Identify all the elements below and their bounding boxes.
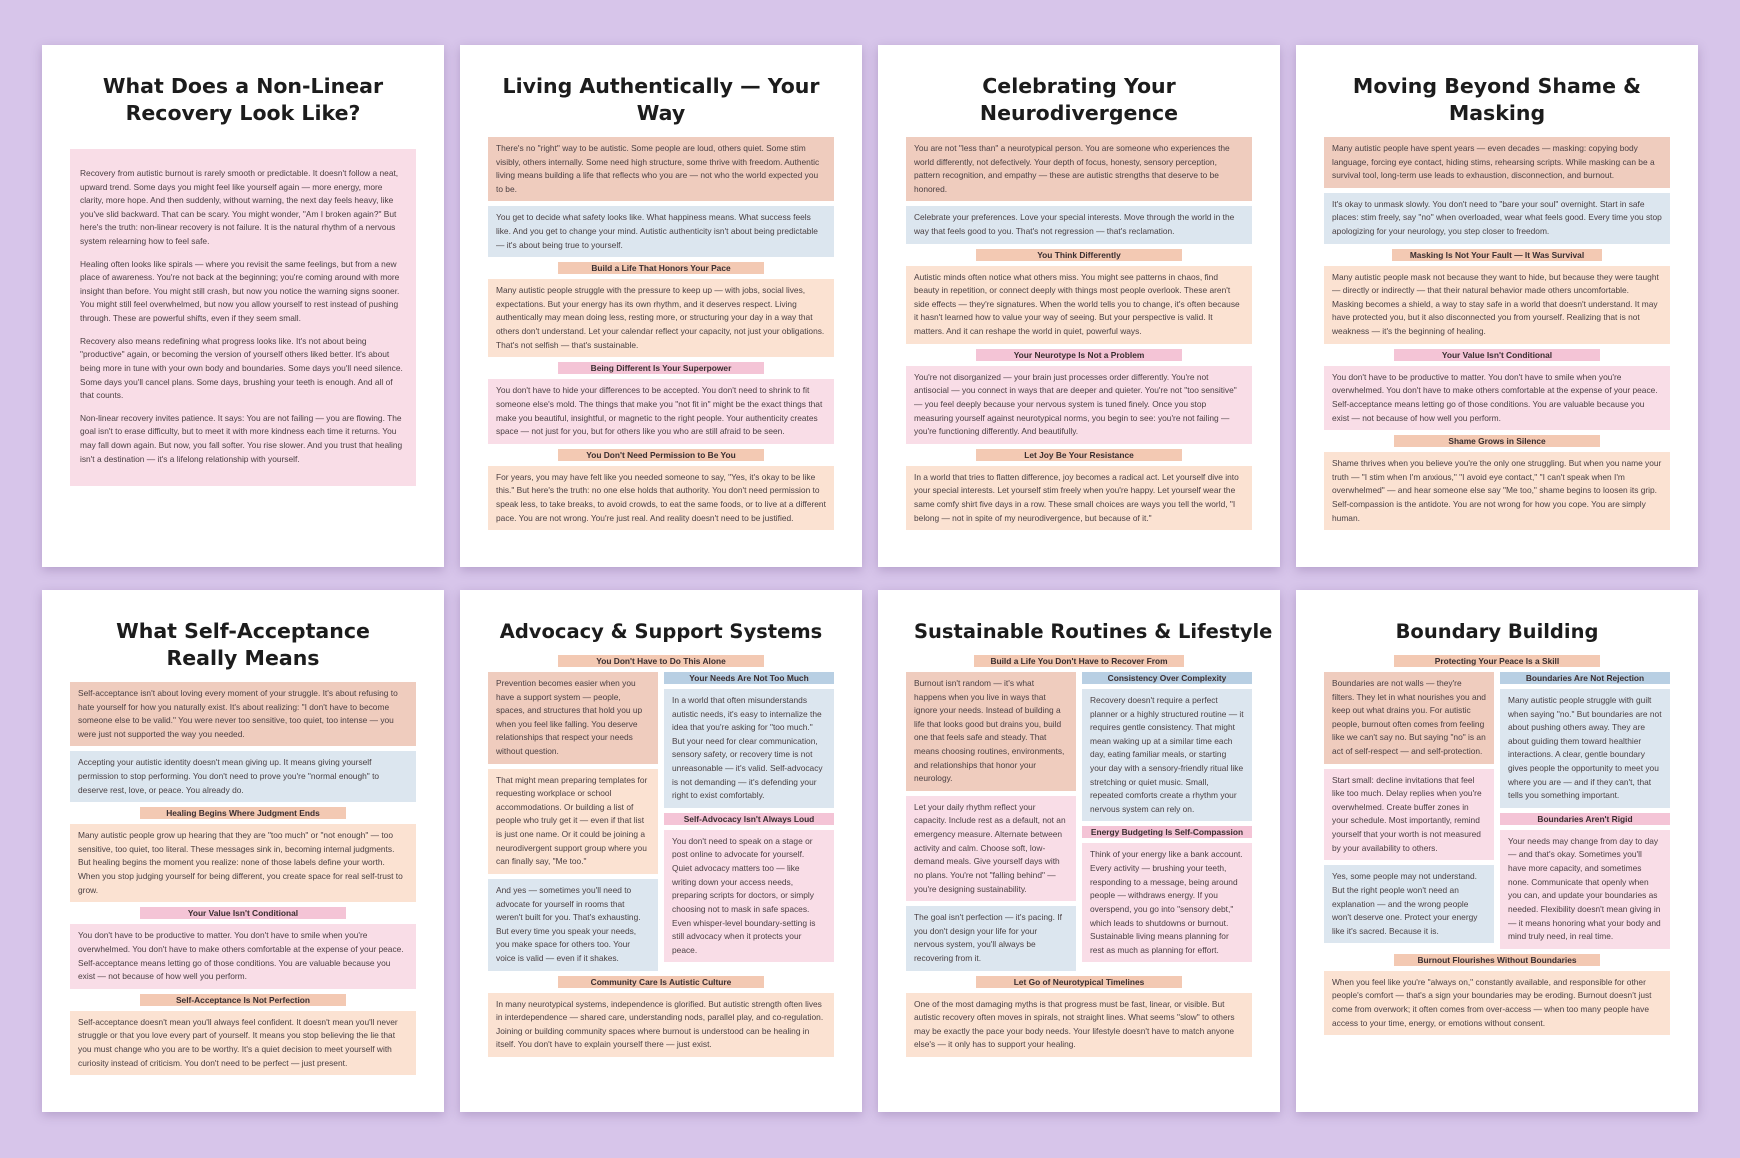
section-heading: Burnout Flourishes Without Boundaries bbox=[1394, 954, 1600, 966]
section-heading: Being Different Is Your Superpower bbox=[558, 362, 764, 374]
page-title: Living Authentically — Your Way bbox=[502, 74, 820, 125]
left-column bbox=[1324, 672, 1494, 949]
text-block: Many autistic people have spent years — even decades — masking: copying body language, forcing eye contact, hiding stims, rehearsing scripts. While masking can be a survival tool, long-term use leads to exhaustion, disconnection, and burnout. bbox=[1324, 137, 1670, 188]
page-title: Moving Beyond Shame & Masking bbox=[1352, 74, 1642, 125]
page-title: Boundary Building bbox=[1395, 620, 1599, 643]
page-boundary-building bbox=[1296, 590, 1698, 1112]
text-block: Prevention becomes easier when you have a support system — people, spaces, and structures that hold you up when you feel like falling. You deserve relationships that respect your needs without question. bbox=[488, 672, 658, 764]
section-heading: Let Go of Neurotypical Timelines bbox=[976, 976, 1182, 988]
section-heading: Your Needs Are Not Too Much bbox=[664, 672, 834, 684]
text-block: In a world that often misunderstands autistic needs, it's easy to internalize the idea that you're asking for "too much." But your need for clear communication, sensory safety, or recovery time is not unreasonable — it's valid. Self-advocacy is not demanding — it's defending your right to exist comfortably. bbox=[664, 689, 834, 808]
page-celebrating-neurodivergence bbox=[878, 45, 1280, 567]
paragraph: Recovery from autistic burnout is rarely smooth or predictable. It doesn't follow a neat, upward trend. Some days you might feel like yourself again — more energy, more clarity, more hope. And then suddenly, without warning, the next day feels heavy, like you've slid backward. That can be scary. You might wonder, "Am I broken again?" But here's the truth: non-linear recovery is not failure. It is the natural rhythm of a nervous system relearning how to feel safe. bbox=[80, 168, 399, 247]
section-heading: Your Neurotype Is Not a Problem bbox=[976, 349, 1182, 361]
text-block: Accepting your autistic identity doesn't mean giving up. It means giving yourself permission to stop performing. You don't need to prove you're "normal enough" to deserve rest, love, or peace. You already do. bbox=[70, 751, 416, 802]
text-block: One of the most damaging myths is that progress must be fast, linear, or visible. But autistic recovery often moves in spirals, not straight lines. What seems "slow" to others may be exactly the pace your body needs. Your lifestyle doesn't have to match anyone else's — it only has to support your healing. bbox=[906, 993, 1252, 1057]
text-block: You are not "less than" a neurotypical person. You are someone who experiences the world differently, not defectively. Your depth of focus, honesty, sensory perception, pattern recognition, and empathy — these are autistic strengths that deserve to be honored. bbox=[906, 137, 1252, 201]
text-block: You don't have to be productive to matter. You don't have to smile when you're overwhelmed. You don't have to make others comfortable at the expense of your peace. Self-acceptance means letting go of those conditions. You are valuable because you exist — not because of how well you perform. bbox=[70, 924, 416, 988]
two-column-section bbox=[1324, 672, 1670, 949]
right-column bbox=[664, 672, 834, 971]
text-block bbox=[70, 149, 416, 486]
text-block: Your needs may change from day to day — and that's okay. Sometimes you'll have more capacity, and sometimes none. Communicate that openly when you can, and update your boundaries as needed. Flexibility doesn't mean giving in — it means honoring what your body and mind truly need, in real time. bbox=[1500, 830, 1670, 949]
text-block: That might mean preparing templates for requesting workplace or school accommodations. Or building a list of people who truly get it — even if that list is just one name. Or it could be joining a neurodivergent support group where you can finally say, "Me too." bbox=[488, 769, 658, 874]
section-heading: You Don't Need Permission to Be You bbox=[558, 449, 764, 461]
page-self-acceptance bbox=[42, 590, 444, 1112]
text-block: Autistic minds often notice what others miss. You might see patterns in chaos, find beauty in repetition, or connect deeply with things most people overlook. These aren't side effects — they're signatures. When the world tells you to change, it's often because it hasn't learned how to value your way of seeing. But your perspective is valid. It matters. And it can reshape the world in quiet, powerful ways. bbox=[906, 266, 1252, 344]
section-heading: Self-Acceptance Is Not Perfection bbox=[140, 994, 346, 1006]
text-block: You get to decide what safety looks like. What happiness means. What success feels like. And you get to change your mind. Autistic authenticity isn't about being predictable — it's about being true to yourself. bbox=[488, 206, 834, 257]
section-heading: Shame Grows in Silence bbox=[1394, 435, 1600, 447]
page-sustainable-routines bbox=[878, 590, 1280, 1112]
text-block: You're not disorganized — your brain just processes order differently. You're not antisocial — you connect in ways that are deeper and quieter. You're not "too sensitive" — you feel deeply because your nervous system is tuned finely. Once you stop measuring yourself against neurotypical norms, you begin to see: you're not failing — you're functioning differently. And beautifully. bbox=[906, 366, 1252, 444]
text-block: The goal isn't perfection — it's pacing. If you don't design your life for your nervous system, you'll always be recovering from it. bbox=[906, 906, 1076, 970]
section-heading: You Think Differently bbox=[976, 249, 1182, 261]
page-title: What Does a Non-Linear Recovery Look Like? bbox=[102, 74, 384, 125]
section-heading: Boundaries Are Not Rejection bbox=[1500, 672, 1670, 684]
page-title: Advocacy & Support Systems bbox=[499, 620, 823, 643]
text-block: In a world that tries to flatten difference, joy becomes a radical act. Let yourself dive into your special interests. Let yourself stim freely when you're happy. Let yourself wear the same comfy shirt five days in a row. These small choices are ways you tell the world, "I belong — not in spite of my neurodivergence, but because of it." bbox=[906, 466, 1252, 530]
text-block: In many neurotypical systems, independence is glorified. But autistic strength often lives in interdependence — shared care, understanding nods, parallel play, and co-regulation. Joining or building community spaces where burnout is understood can be healing in itself. You don't have to explain yourself there — just exist. bbox=[488, 993, 834, 1057]
paragraph: Recovery also means redefining what progress looks like. It's not about being "productive" again, or becoming the version of yourself others liked better. It's about being more in tune with your own body and boundaries. Some days you'll need silence. Some days you'll cancel plans. Some days, brushing your teeth is enough. And all of that counts. bbox=[80, 335, 403, 401]
text-block: Burnout isn't random — it's what happens when you live in ways that ignore your needs. Instead of building a life that looks good but drains you, build one that feels safe and steady. That means choosing routines, environments, and relationships that honor your neurology. bbox=[906, 672, 1076, 791]
page-moving-beyond-shame bbox=[1296, 45, 1698, 567]
text-block: You don't need to speak on a stage or post online to advocate for yourself. Quiet advocacy matters too — like writing down your access needs, preparing scripts for doctors, or simply choosing not to mask in safe spaces. Even whisper-level boundary-setting is still advocacy when it protects your peace. bbox=[664, 830, 834, 962]
text-block: For years, you may have felt like you needed someone to say, "Yes, it's okay to be like this." But here's the truth: no one else holds that authority. You don't need permission to speak less, to take breaks, to avoid crowds, to eat the same foods, or to live at a different pace. You are not wrong. You're just real. And reality doesn't need to be justified. bbox=[488, 466, 834, 530]
text-block: Yes, some people may not understand. But the right people won't need an explanation — and the wrong people won't deserve one. Protect your energy like it's sacred. Because it is. bbox=[1324, 865, 1494, 943]
two-column-section bbox=[488, 672, 834, 971]
text-block: Think of your energy like a bank account. Every activity — brushing your teeth, responding to a message, being around people — withdraws energy. If you overspend, you go into "sensory debt," which leads to shutdowns or burnout. Sustainable living means planning for rest as much as planning for effort. bbox=[1082, 843, 1252, 962]
page-title: Sustainable Routines & Lifestyle bbox=[914, 620, 1273, 643]
text-block: Shame thrives when you believe you're the only one struggling. But when you name your truth — "I stim when I'm anxious," "I avoid eye contact," "I can't speak when I'm overwhelmed" — and hear someone else say "Me too," shame begins to loosen its grip. Self-compassion is the antidote. You are not wrong for how you cope. You are simply human. bbox=[1324, 452, 1670, 530]
left-column bbox=[906, 672, 1076, 971]
page-living-authentically bbox=[460, 45, 862, 567]
text-block: Many autistic people struggle with the pressure to keep up — with jobs, social lives, expectations. But your energy has its own rhythm, and it deserves respect. Living authentically may mean doing less, resting more, or structuring your day in a way that others don't understand. Let your calendar reflect your capacity, not just your obligations. That's not selfish — that's sustainable. bbox=[488, 279, 834, 357]
page-nonlinear-recovery bbox=[42, 45, 444, 567]
text-block: Start small: decline invitations that feel like too much. Delay replies when you're overwhelmed. Create buffer zones in your schedule. Most importantly, remind yourself that your worth is not measured by your availability to others. bbox=[1324, 769, 1494, 861]
two-column-section bbox=[906, 672, 1252, 971]
text-block: You don't have to hide your differences to be accepted. You don't need to shrink to fit someone else's mold. The things that make you "not fit in" might be the exact things that make you beautiful, insightful, or magnetic to the right people. Your authenticity creates space — not just for you, but for others like you who are still afraid to be seen. bbox=[488, 379, 834, 443]
section-heading: Build a Life That Honors Your Pace bbox=[558, 262, 764, 274]
text-block: Let your daily rhythm reflect your capacity. Include rest as a default, not an emergency measure. Alternate between activity and calm. Choose soft, low-demand meals. Give yourself days with no plans. You're not "falling behind" — you're designing sustainability. bbox=[906, 796, 1076, 901]
text-block: Self-acceptance doesn't mean you'll always feel confident. It doesn't mean you'll never struggle or that you love every part of yourself. It means you stop believing the lie that you must change who you are to be worthy. It's a quiet decision to meet yourself with curiosity instead of criticism. You don't need to be perfect — just present. bbox=[70, 1011, 416, 1075]
left-column bbox=[488, 672, 658, 971]
section-heading: Energy Budgeting Is Self-Compassion bbox=[1082, 826, 1252, 838]
text-block: You don't have to be productive to matter. You don't have to smile when you're overwhelmed. You don't have to make others comfortable at the expense of your peace. Self-acceptance means letting go of those conditions. You are valuable because you exist — not because of how well you perform. bbox=[1324, 366, 1670, 430]
section-heading: Build a Life You Don't Have to Recover From bbox=[974, 655, 1184, 667]
text-block: Recovery doesn't require a perfect planner or a highly structured routine — it requires gentle consistency. That might mean waking up at a similar time each day, eating familiar meals, or starting your day with a sensory-friendly ritual like stretching or quiet music. Small, repeated comforts create a rhythm your nervous system can rely on. bbox=[1082, 689, 1252, 821]
page-title: What Self-Acceptance Really Means bbox=[116, 619, 370, 670]
text-block: Boundaries are not walls — they're filters. They let in what nourishes you and keep out what drains you. For autistic people, burnout often comes from feeling like we can't say no. But saying "no" is an act of self-respect — and self-protection. bbox=[1324, 672, 1494, 764]
section-heading: Boundaries Aren't Rigid bbox=[1500, 813, 1670, 825]
text-block: It's okay to unmask slowly. You don't need to "bare your soul" overnight. Start in safe places: stim freely, say "no" when overloaded, wear what feels good. Every time you stop apologizing for your neurology, you step closer to freedom. bbox=[1324, 193, 1670, 244]
section-heading: Your Value Isn't Conditional bbox=[140, 907, 346, 919]
paragraph: Healing often looks like spirals — where you revisit the same feelings, but from a new place of awareness. You're not back at the beginning; you're coming around with more insight than before. You might still crash, but now you notice the warning signs sooner. You might still feel overwhelmed, but now you allow yourself to rest instead of pushing through. These are powerful shifts, even if they seem small. bbox=[80, 258, 400, 324]
text-block: When you feel like you're "always on," constantly available, and responsible for other people's comfort — that's a sign your boundaries may be eroding. Burnout doesn't just come from overwork; it often comes from over-access — when too many people have access to your time, energy, or emotions without consent. bbox=[1324, 971, 1670, 1035]
text-block: Many autistic people grow up hearing that they are "too much" or "not enough" — too sensitive, too quiet, too literal. These messages sink in, becoming internal judgments. But healing begins the moment you realize: none of those labels define your worth. When you stop judging yourself for being different, you create space for real self-trust to grow. bbox=[70, 824, 416, 902]
text-block: Many autistic people struggle with guilt when saying "no." But boundaries are not about pushing others away. They are about guiding them toward healthier interactions. A clear, gentle boundary gives people the opportunity to meet you where you are — and if they can't, that tells you something important. bbox=[1500, 689, 1670, 808]
page-advocacy-support bbox=[460, 590, 862, 1112]
text-block: Many autistic people mask not because they want to hide, but because they were taught — directly or indirectly — that their natural behavior made others uncomfortable. Masking becomes a shield, a way to stay safe in a world that doesn't understand. It may have protected you, but it also disconnected you from yourself. Realizing that is not weakness — it's the beginning of healing. bbox=[1324, 266, 1670, 344]
paragraph: Non-linear recovery invites patience. It says: You are not failing — you are flowing. The goal isn't to erase difficulty, but to meet it with more kindness each time it returns. You may fall down again. But now, you fall softer. You rise slower. And you trust that healing isn't a destination — it's a lifelong relationship with yourself. bbox=[80, 412, 403, 464]
section-heading: Masking Is Not Your Fault — It Was Survival bbox=[1392, 249, 1602, 261]
section-heading: Let Joy Be Your Resistance bbox=[976, 449, 1182, 461]
section-heading: Self-Advocacy Isn't Always Loud bbox=[664, 813, 834, 825]
text-block: There's no "right" way to be autistic. Some people are loud, others quiet. Some stim visibly, others internally. Some need high structure, some thrive with freedom. Authentic living means building a life that reflects who you are — not who the world expected you to be. bbox=[488, 137, 834, 201]
section-heading: Your Value Isn't Conditional bbox=[1394, 349, 1600, 361]
section-heading: You Don't Have to Do This Alone bbox=[558, 655, 764, 667]
page-title: Celebrating Your Neurodivergence bbox=[979, 74, 1179, 125]
section-heading: Community Care Is Autistic Culture bbox=[558, 976, 764, 988]
section-heading: Healing Begins Where Judgment Ends bbox=[140, 807, 346, 819]
right-column bbox=[1500, 672, 1670, 949]
text-block: Celebrate your preferences. Love your special interests. Move through the world in the way that feels good to you. That's not regression — that's reclamation. bbox=[906, 206, 1252, 243]
right-column bbox=[1082, 672, 1252, 971]
section-heading: Protecting Your Peace Is a Skill bbox=[1394, 655, 1600, 667]
text-block: Self-acceptance isn't about loving every moment of your struggle. It's about refusing to hate yourself for how you naturally exist. It's about realizing: "I don't have to become someone else to be valid." You were never too sensitive, too quiet, too intense — you were just not supported the way you needed. bbox=[70, 682, 416, 746]
text-block: And yes — sometimes you'll need to advocate for yourself in rooms that weren't built for you. That's exhausting. But every time you speak your needs, you make space for others too. Your voice is valid — even if it shakes. bbox=[488, 879, 658, 971]
section-heading: Consistency Over Complexity bbox=[1082, 672, 1252, 684]
